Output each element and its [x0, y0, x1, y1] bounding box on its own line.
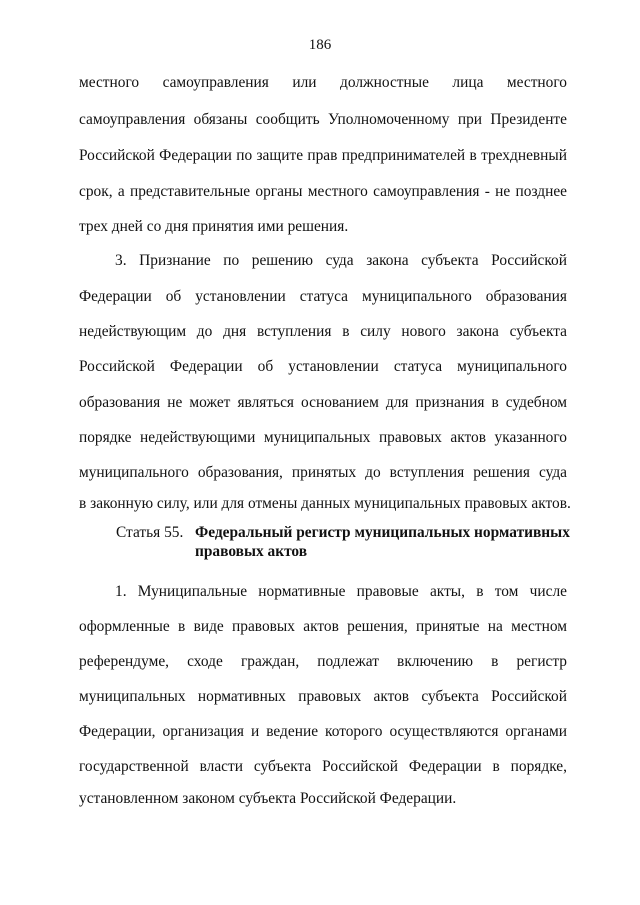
text-line: порядке недействующими муниципальных правовых актов указанного [79, 429, 567, 446]
text-line: 3. Признание по решению суда закона субъекта Российской [115, 252, 567, 269]
article-label: Статья 55. [116, 524, 184, 541]
text-line: референдуме, сходе граждан, подлежат включению в регистр [79, 653, 567, 670]
text-line: образования не может являться основанием для признания в судебном [79, 394, 567, 411]
text-line: самоуправления обязаны сообщить Уполномоченному при Президенте [79, 111, 567, 128]
text-line: трех дней со дня принятия ими решения. [79, 218, 349, 235]
text-line: в законную силу, или для отмены данных муниципальных правовых актов. [79, 495, 571, 512]
text-line: государственной власти субъекта Российской Федерации в порядке, [79, 758, 567, 775]
text-line: муниципальных нормативных правовых актов субъекта Российской [79, 688, 567, 705]
text-line: Федерации об установлении статуса муниципального образования [79, 288, 567, 305]
text-line: установленном законом субъекта Российской Федерации. [79, 790, 457, 807]
text-line: Российской Федерации об установлении статуса муниципального [79, 358, 567, 375]
text-line: недействующим до дня вступления в силу нового закона субъекта [79, 323, 567, 340]
article-title: Федеральный регистр муниципальных нормативных правовых актов [195, 524, 570, 560]
text-line: местного самоуправления или должностные лица местного [79, 74, 567, 91]
text-line: Российской Федерации по защите прав предпринимателей в трехдневный [79, 147, 567, 164]
text-line: 1. Муниципальные нормативные правовые акты, в том числе [115, 583, 567, 600]
text-line: Федерации, организация и ведение которого осуществляются органами [79, 723, 567, 740]
text-line: муниципального образования, принятых до вступления решения суда [79, 464, 567, 481]
text-line: оформленные в виде правовых актов решения, принятые на местном [79, 618, 567, 635]
text-line: срок, а представительные органы местного самоуправления - не позднее [79, 183, 567, 200]
page-number: 186 [308, 37, 332, 53]
